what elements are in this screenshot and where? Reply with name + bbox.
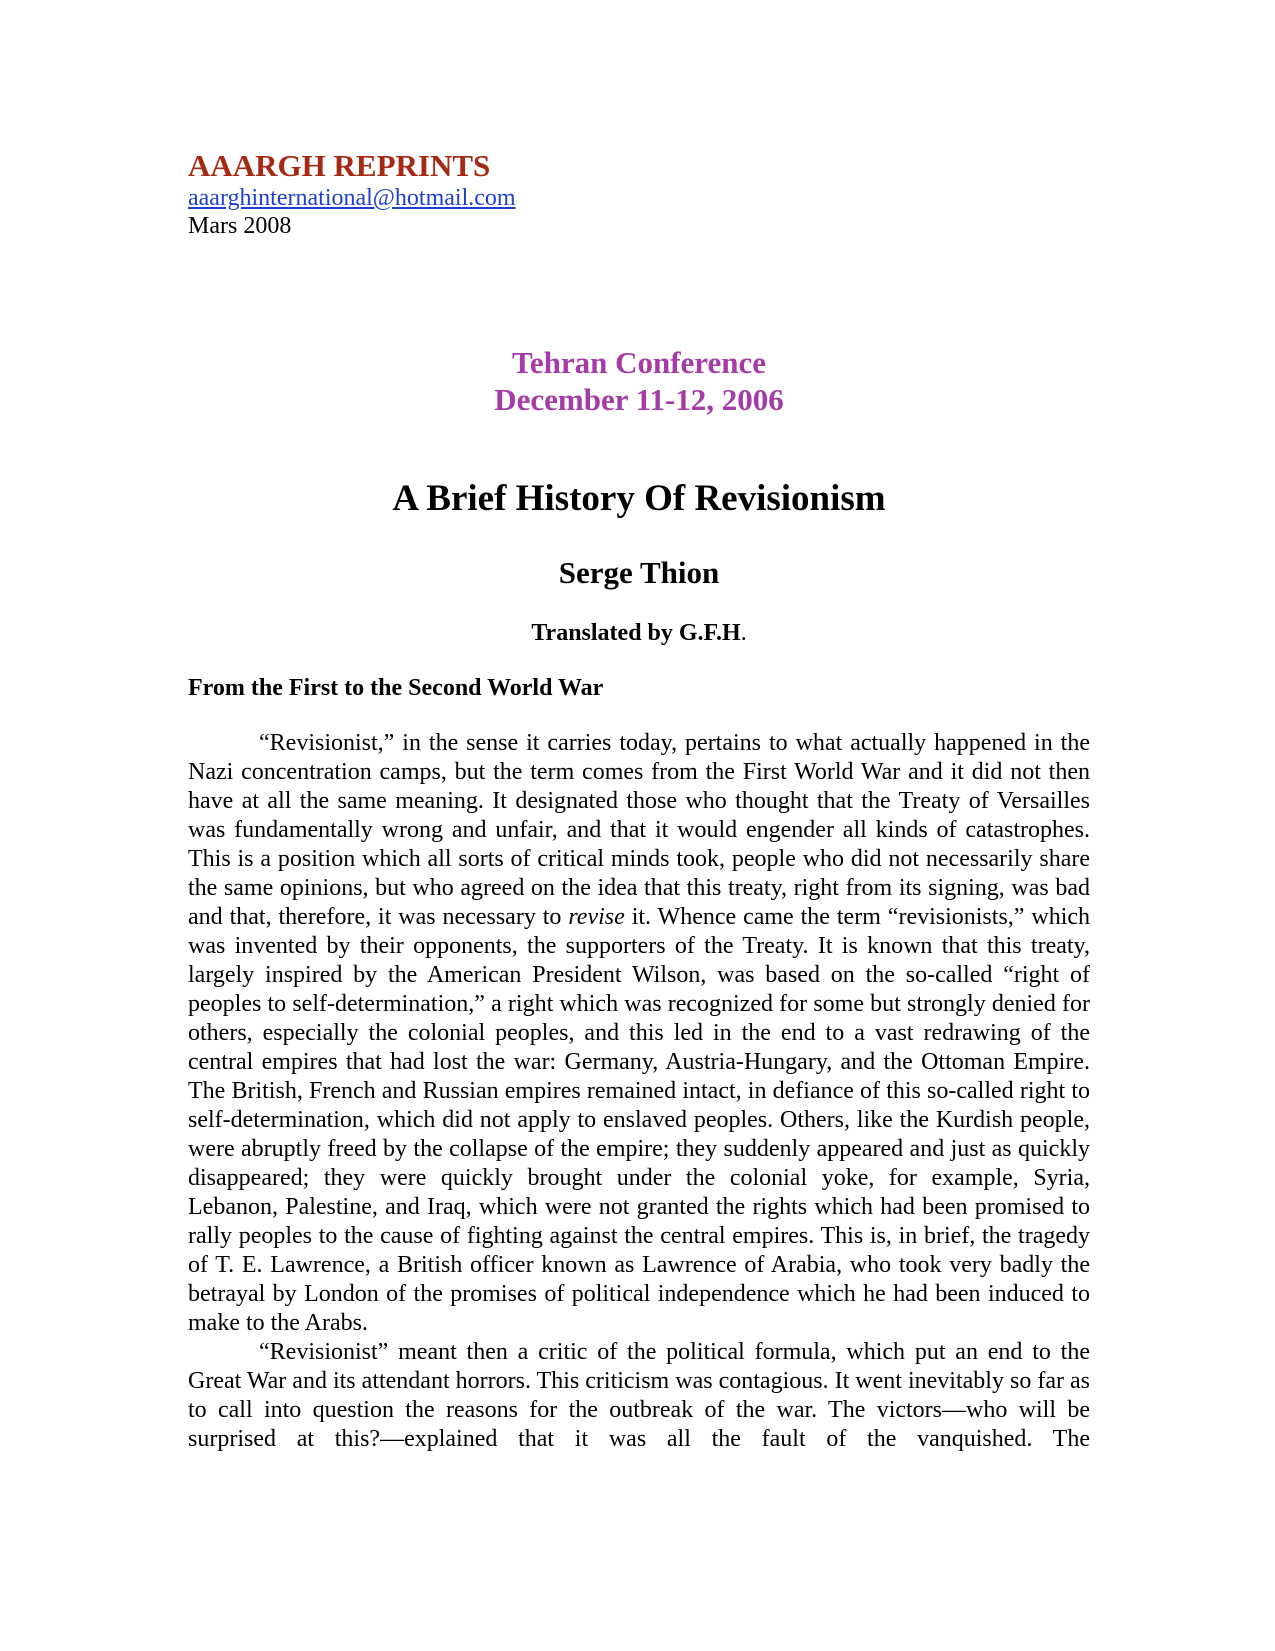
paragraph-1-italic: revise bbox=[568, 904, 625, 930]
document-page bbox=[188, 148, 1090, 1454]
conference-name: Tehran Conference bbox=[511, 345, 766, 380]
translator-credit bbox=[188, 618, 1090, 648]
conference-dates: December 11-12, 2006 bbox=[494, 382, 784, 417]
publisher-header bbox=[188, 148, 1090, 240]
article-body bbox=[188, 729, 1090, 1454]
paragraph-2: “Revisionist” meant then a critic of the political formula, which put an end to the Great War and its attendant horrors. This criticism was contagious. It went inevitably so far as to call into question the reasons for the outbreak of the war. The victors—who will be surprised at this?—explained that it was all the fault of the vanquished. The bbox=[188, 1339, 1090, 1452]
section-heading: From the First to the Second World War bbox=[188, 675, 604, 701]
conference-block bbox=[188, 344, 1090, 418]
translator-period: . bbox=[740, 620, 747, 646]
publication-date: Mars 2008 bbox=[188, 213, 292, 239]
article-author: Serge Thion bbox=[558, 555, 720, 590]
paragraph-1-part-1: “Revisionist,” in the sense it carries today, pertains to what actually happened in the Nazi concentration camps, but the term comes from the First World War and it did not then have at all the same meaning. It designated those who thought that the Treaty of Versailles was fundamentally wrong and unfair, and that it would engender all kinds of catastrophes. This is a position which all sorts of critical minds took, people who did not necessarily share the same opinions, but who agreed on the idea that this treaty, right from its signing, was bad and that, therefore, it was necessary to bbox=[188, 730, 1090, 930]
publisher-name: AAARGH REPRINTS bbox=[188, 148, 491, 183]
translator-label: Translated by G.F.H bbox=[531, 620, 741, 646]
email-link[interactable]: aaarghinternational@hotmail.com bbox=[188, 185, 516, 211]
paragraph-1-part-2: it. Whence came the term “revisionists,” which was invented by their opponents, the supporters of the Treaty. It is known that this treaty, largely inspired by the American President Wilson, was based on the so-called “right of peoples to self-determination,” a right which was recognized for some but strongly denied for others, especially the colonial peoples, and this led in the end to a vast redrawing of the central empires that had lost the war: Germany, Austria-Hungary, and the Ottoman Empire. The British, French and Russian empires remained intact, in defiance of this so-called right to self-determination, which did not apply to enslaved peoples. Others, like the Kurdish people, were abruptly freed by the collapse of the empire; they suddenly appeared and just as quickly disappeared; they were quickly brought under the colonial yoke, for example, Syria, Lebanon, Palestine, and Iraq, which were not granted the rights which had been promised to rally peoples to the cause of fighting against the central empires. This is, in brief, the tragedy of T. E. Lawrence, a British officer known as Lawrence of Arabia, who took very badly the betrayal by London of the promises of political independence which he had been induced to make to the Arabs. bbox=[188, 904, 1091, 1336]
paragraph-1 bbox=[188, 729, 1090, 1338]
article-title: A Brief History Of Revisionism bbox=[392, 478, 886, 519]
